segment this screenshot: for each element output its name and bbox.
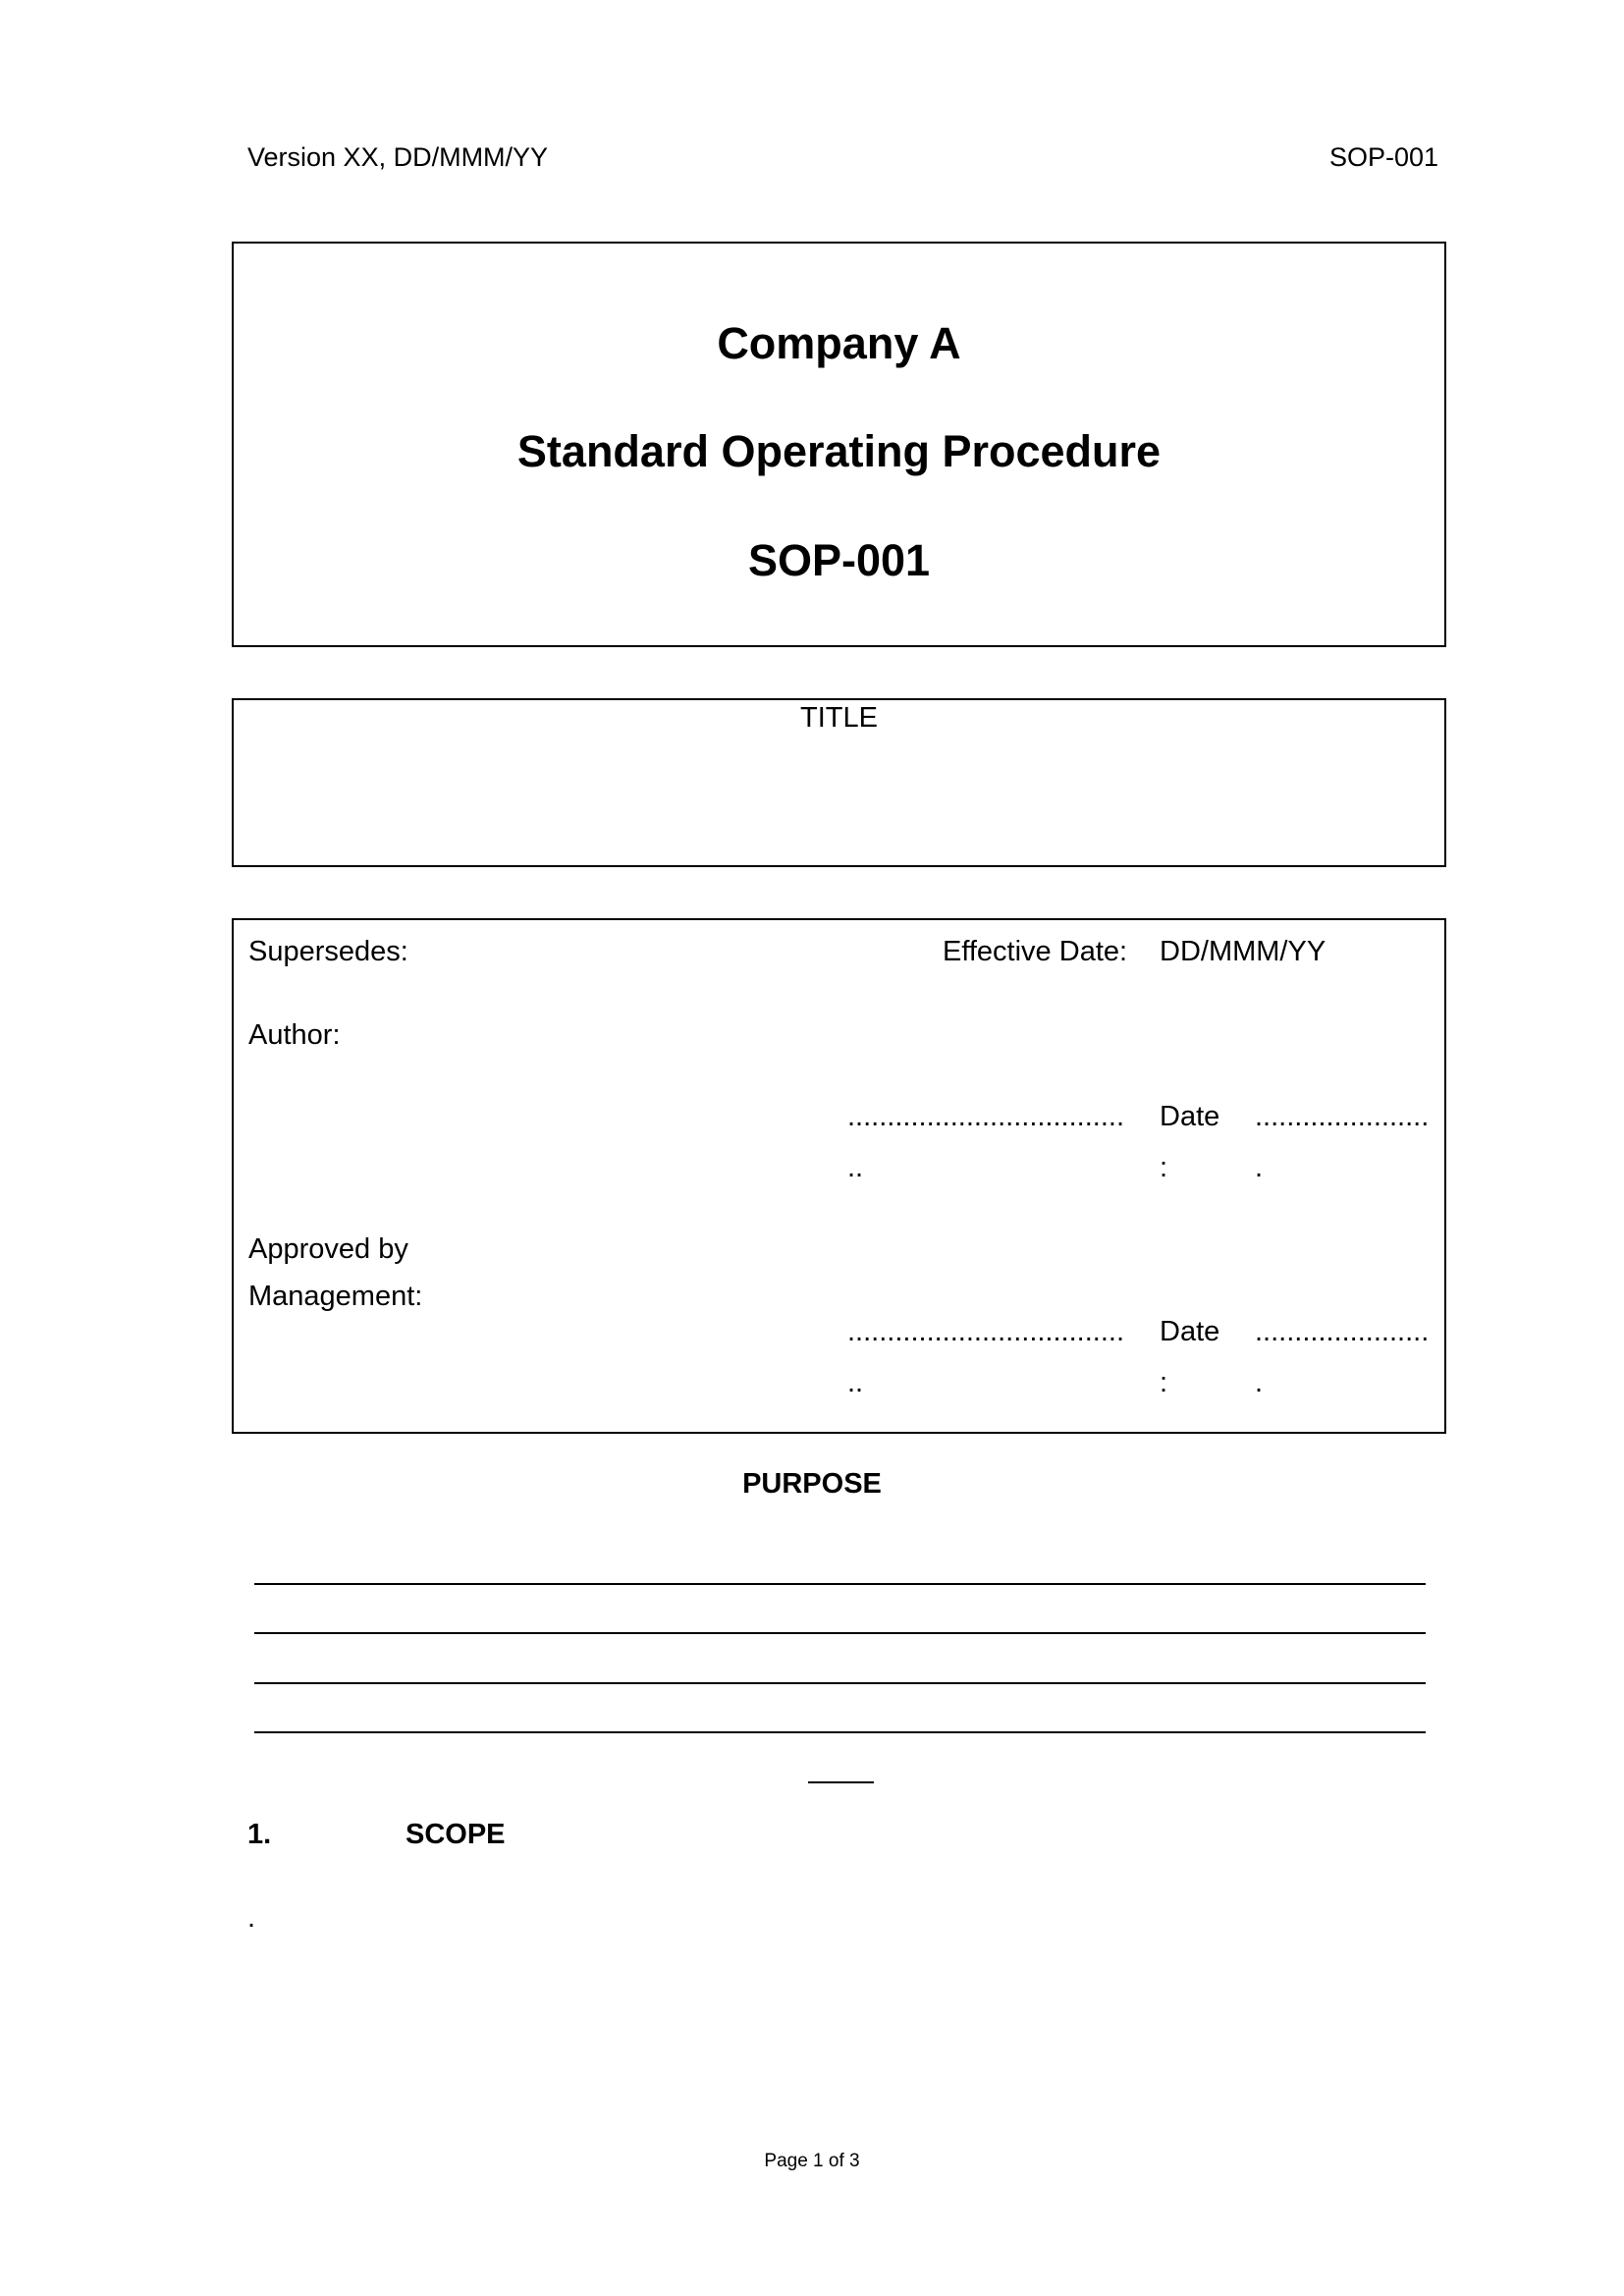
sop-number: SOP-001 xyxy=(747,535,931,585)
approved-label-line1: Approved by xyxy=(248,1233,408,1265)
management-date-label: Date xyxy=(1160,1316,1220,1347)
purpose-line-2 xyxy=(254,1632,1426,1634)
scope-number: 1. xyxy=(247,1819,272,1850)
author-date-label: Date xyxy=(1160,1101,1220,1132)
document-type: Standard Operating Procedure xyxy=(516,426,1162,476)
approval-info-box xyxy=(232,918,1446,1434)
purpose-line-4 xyxy=(254,1731,1426,1733)
author-signature-line-tail: .. xyxy=(847,1152,864,1183)
header-version: Version XX, DD/MMM/YY xyxy=(247,142,549,172)
title-field-label: TITLE xyxy=(800,702,878,734)
purpose-line-3 xyxy=(254,1682,1426,1684)
effective-date-label: Effective Date: xyxy=(943,936,1128,967)
author-date-line: ...................... xyxy=(1255,1101,1430,1132)
approved-label-line2: Management: xyxy=(248,1281,423,1312)
management-date-line-tail: . xyxy=(1255,1367,1264,1398)
scope-body: . xyxy=(247,1902,256,1934)
page-number: Page 1 of 3 xyxy=(764,2151,860,2171)
title-field-box xyxy=(232,698,1446,867)
management-signature-line-tail: .. xyxy=(847,1367,864,1398)
purpose-short-line xyxy=(808,1781,874,1783)
supersedes-label: Supersedes: xyxy=(248,936,408,967)
author-signature-line: ................................... xyxy=(847,1101,1124,1132)
management-date-colon: : xyxy=(1160,1367,1168,1398)
author-date-colon: : xyxy=(1160,1152,1168,1183)
title-block xyxy=(232,242,1446,647)
author-date-line-tail: . xyxy=(1255,1152,1264,1183)
management-date-line: ...................... xyxy=(1255,1316,1430,1347)
scope-heading: SCOPE xyxy=(406,1819,506,1850)
effective-date-value: DD/MMM/YY xyxy=(1160,936,1326,967)
purpose-line-1 xyxy=(254,1583,1426,1585)
purpose-heading: PURPOSE xyxy=(742,1468,882,1500)
author-label: Author: xyxy=(248,1019,341,1051)
management-signature-line: ................................... xyxy=(847,1316,1124,1347)
company-name: Company A xyxy=(717,318,961,368)
header-doc-id: SOP-001 xyxy=(1328,142,1438,172)
